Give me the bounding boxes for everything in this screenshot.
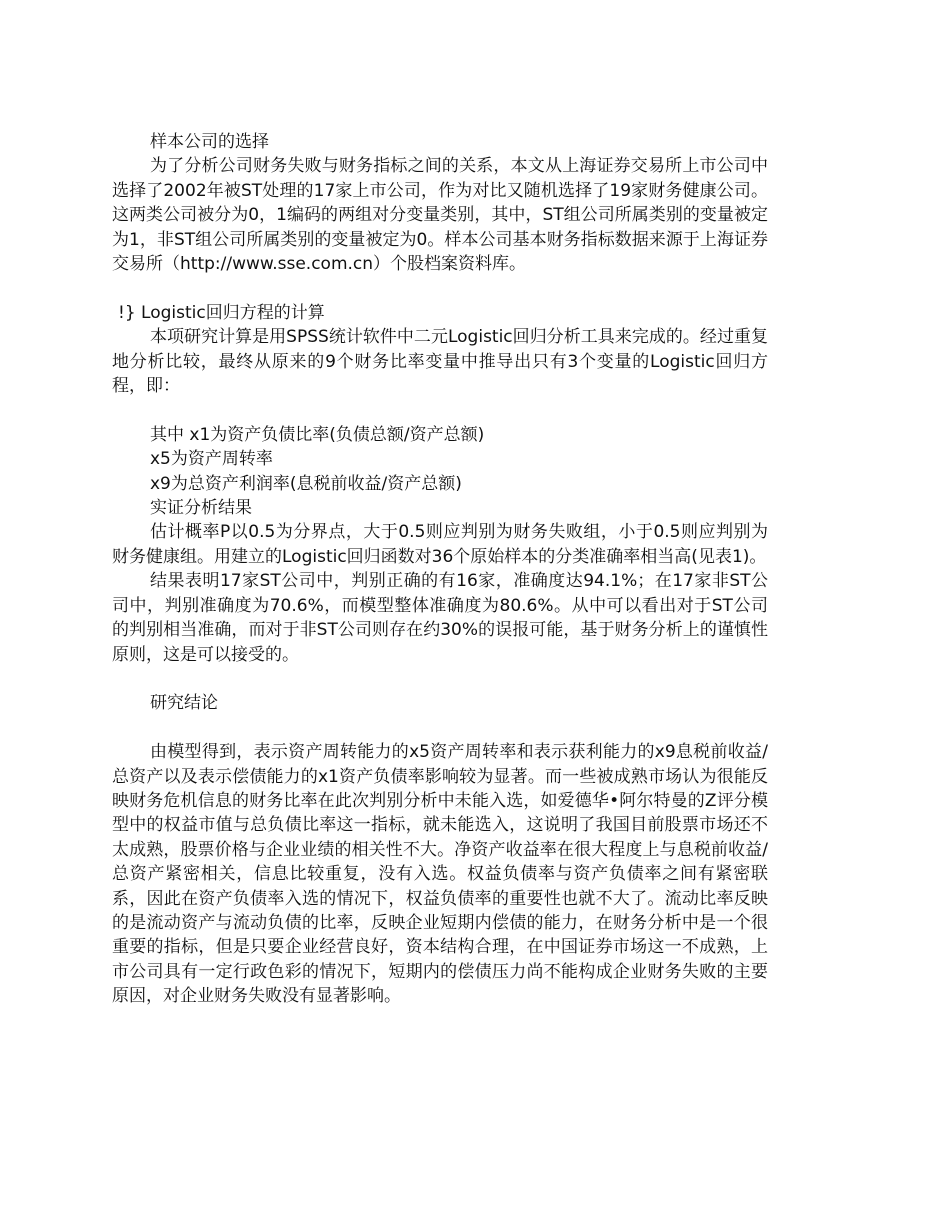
results-paragraph-2: 结果表明17家ST公司中，判别正确的有16家，准确度达94.1%；在17家非ST公司中，判别准确度为70.6%，而模型整体准确度为80.6%。从中可以看出对于ST公司的判别相当准确，而对于非ST公司则存在约30%的误报可能，基于财务分析上的谨慎性原则，这是可以接受的。 (112, 571, 768, 665)
sample-selection-paragraph: 为了分析公司财务失败与财务指标之间的关系，本文从上海证券交易所上市公司中选择了2002年被ST处理的17家上市公司，作为对比又随机选择了19家财务健康公司。这两类公司被分为0，1编码的两组对分变量类别，其中，ST组公司所属类别的变量被定为1，非ST组公司所属类别的变量被定为0。样本公司基本财务指标数据来源于上海证券交易所（http://www.sse.com.cn）个股档案资料库。 (112, 156, 768, 275)
conclusion-heading: 研究结论 (150, 693, 218, 714)
blank-line (112, 276, 768, 300)
results-heading: 实证分析结果 (150, 498, 252, 519)
results-paragraph-1: 估计概率P以0.5为分界点，大于0.5则应判别为财务失败组，小于0.5则应判别为财务健康组。用建立的Logistic回归函数对36个原始样本的分类准确率相当高(见表1)。 (112, 522, 768, 567)
logistic-heading: !} Logistic回归方程的计算 (118, 302, 325, 323)
variable-x1: 其中 x1为资产负债比率(负债总额/资产总额) (150, 424, 485, 445)
document-page (112, 130, 768, 1009)
blank-line (112, 716, 768, 740)
sample-selection-heading: 样本公司的选择 (150, 132, 269, 152)
blank-line (112, 667, 768, 691)
conclusion-paragraph: 由模型得到，表示资产周转能力的x5资产周转率和表示获利能力的x9息税前收益/总资产以及表示偿债能力的x1资产负债率影响较为显著。而一些被成熟市场认为很能反映财务危机信息的财务比率在此次判别分析中未能入选，如爱德华•阿尔特曼的Z评分模型中的权益市值与总负债比率这一指标，就未能选入，这说明了我国目前股票市场还不太成熟，股票价格与企业业绩的相关性不大。净资产收益率在很大程度上与息税前收益/总资产紧密相关，信息比较重复，没有入选。权益负债率与资产负债率之间有紧密联系，因此在资产负债率入选的情况下，权益负债率的重要性也就不大了。流动比率反映的是流动资产与流动负债的比率，反映企业短期内偿债的能力，在财务分析中是一个很重要的指标，但是只要企业经营良好，资本结构合理，在中国证券市场这一不成熟，上市公司具有一定行政色彩的情况下，短期内的偿债压力尚不能构成企业财务失败的主要原因，对企业财务失败没有显著影响。 (112, 742, 768, 1007)
variable-x5: x5为资产周转率 (150, 449, 273, 470)
variable-x9: x9为总资产利润率(息税前收益/资产总额) (150, 473, 462, 494)
logistic-paragraph: 本项研究计算是用SPSS统计软件中二元Logistic回归分析工具来完成的。经过重复地分析比较，最终从原来的9个财务比率变量中推导出只有3个变量的Logistic回归方程，即： (112, 327, 768, 397)
blank-line (112, 398, 768, 422)
